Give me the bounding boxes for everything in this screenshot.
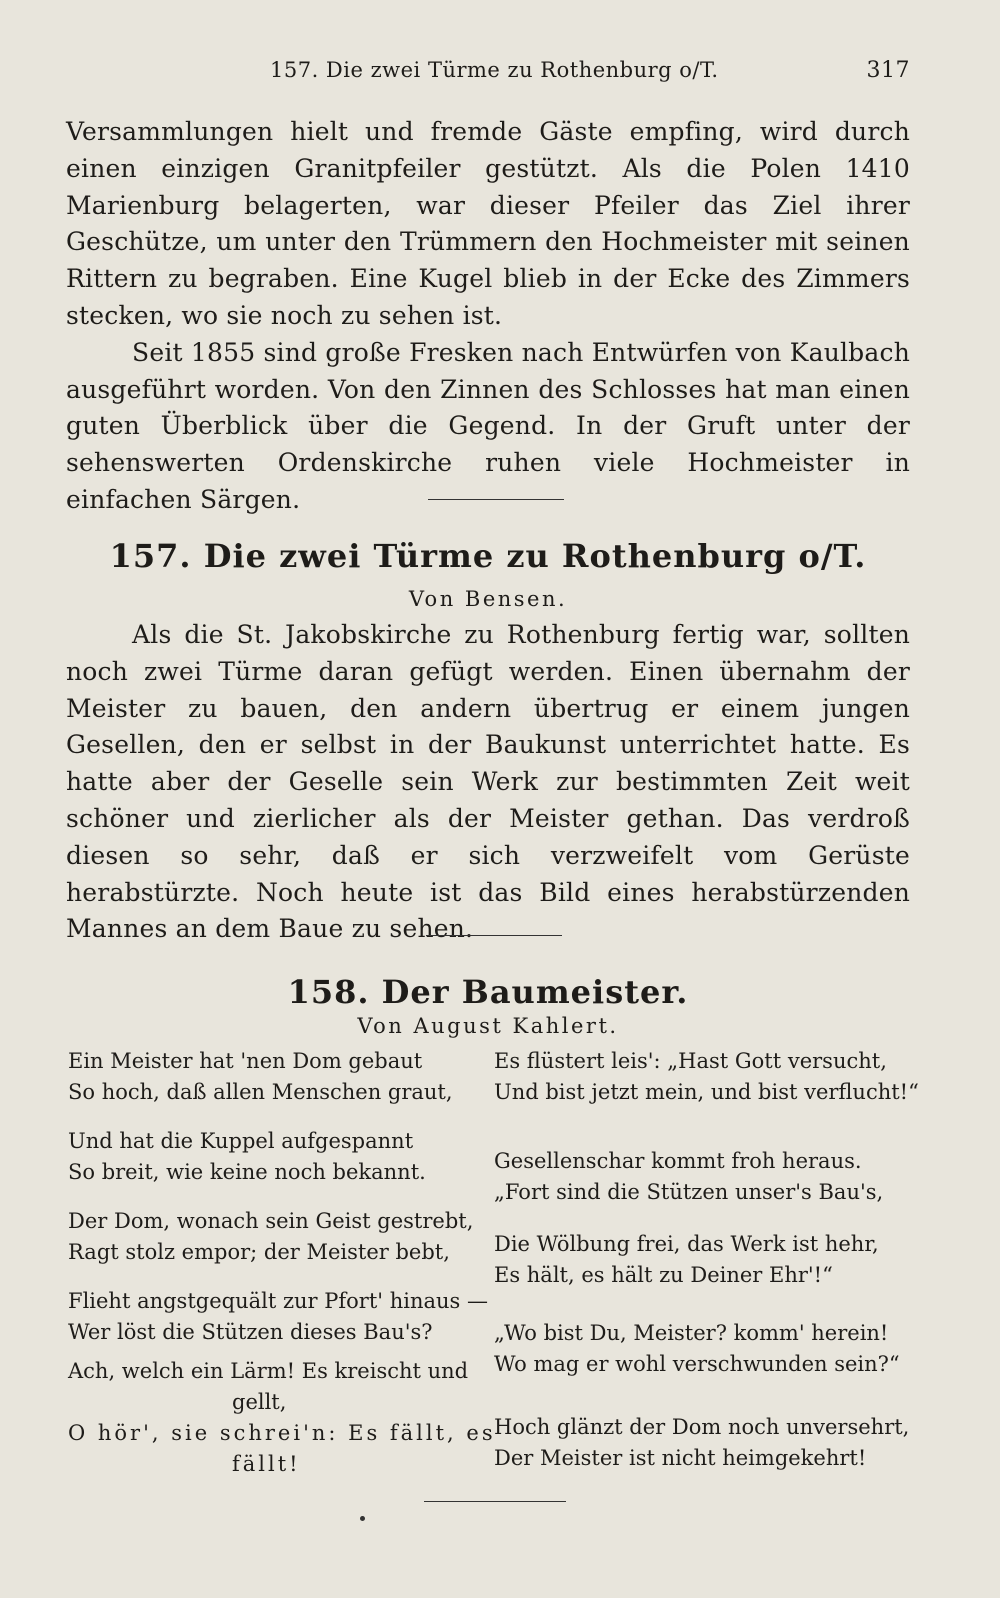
section-157-heading: 157. Die zwei Türme zu Rothenburg o/T. — [109, 537, 867, 575]
stanza — [494, 1146, 883, 1208]
poem-line: Gesellenschar kommt froh heraus. — [494, 1149, 862, 1173]
section-divider — [428, 499, 564, 500]
paragraph: Seit 1855 sind große Fresken nach Entwürfen von Kaulbach ausgeführt worden. Von den Zinnen des Schlosses hat man einen guten Überblick über die Gegend. In der Gruft unter der sehenswerten Ordenskirche ruhen viele Hochmeister in einfachen Särgen. — [66, 337, 910, 514]
poem-line: So breit, wie keine noch bekannt. — [68, 1160, 426, 1184]
stanza — [494, 1229, 879, 1291]
stanza — [494, 1046, 919, 1108]
poem-line: „Fort sind die Stützen unser's Bau's, — [494, 1180, 884, 1204]
poem-line: Der Meister ist nicht heimgekehrt! — [494, 1446, 867, 1470]
stanza — [494, 1318, 900, 1380]
poem-line: Ragt stolz empor; der Meister bebt, — [68, 1240, 450, 1264]
poem-line: So hoch, daß allen Menschen graut, — [68, 1080, 453, 1104]
poem-line: Es flüstert leis': „Hast Gott versucht, — [494, 1049, 887, 1073]
stanza — [68, 1286, 488, 1348]
paragraph: Als die St. Jakobskirche zu Rothenburg fertig war, sollten noch zwei Türme daran gefügt werden. Einen übernahm der Meister zu bauen, den andern übertrug er einem jungen Gesellen, den er selbst in der Baukunst unterrichtet hatte. Es hatte aber der Geselle sein Werk zur bestimmten Zeit weit schöner und zierlicher als der Meister gethan. Das verdroß diesen so sehr, daß er sich verzweifelt vom Gerüste herabstürzte. Noch heute ist das Bild eines herabstürzenden Mannes an dem Baue zu sehen. — [66, 620, 910, 944]
poem-line: Hoch glänzt der Dom noch unversehrt, — [494, 1415, 910, 1439]
section-157-byline: Von Bensen. — [408, 587, 568, 611]
section-157-text — [66, 617, 910, 948]
section-158-byline: Von August Kahlert. — [357, 1014, 619, 1038]
stanza — [68, 1046, 453, 1108]
section-158-heading: 158. Der Baumeister. — [287, 973, 689, 1011]
stanza — [68, 1356, 496, 1480]
running-head — [66, 56, 910, 90]
ink-speck — [360, 1516, 365, 1521]
poem-line: O hör', sie schrei'n: Es fällt, es — [68, 1421, 496, 1445]
running-head-title: 157. Die zwei Türme zu Rothenburg o/T. — [270, 58, 719, 82]
previous-section-text — [66, 114, 910, 519]
section-divider — [426, 935, 562, 936]
poem-line: Flieht angstgequält zur Pfort' hinaus — — [68, 1289, 488, 1313]
paragraph: Versammlungen hielt und fremde Gäste empfing, wird durch einen einzigen Granitpfeiler gestützt. Als die Polen 1410 Marienburg belagerten, war dieser Pfeiler das Ziel ihrer Geschütze, um unter den Trümmern den Hochmeister mit seinen Rittern zu begraben. Eine Kugel blieb in der Ecke des Zimmers stecken, wo sie noch zu sehen ist. — [66, 117, 910, 330]
poem-line: Ein Meister hat 'nen Dom gebaut — [68, 1049, 423, 1073]
stanza — [68, 1206, 473, 1268]
poem-line: Ach, welch ein Lärm! Es kreischt und — [68, 1359, 469, 1383]
stanza — [494, 1412, 909, 1474]
poem-line: Und hat die Kuppel aufgespannt — [68, 1129, 414, 1153]
poem-line: gellt, — [232, 1390, 287, 1414]
section-divider — [424, 1501, 566, 1502]
poem-line: Und bist jetzt mein, und bist verflucht!“ — [494, 1080, 919, 1104]
poem-line: „Wo bist Du, Meister? komm' herein! — [494, 1321, 889, 1345]
poem-line: fällt! — [232, 1452, 301, 1476]
poem-line: Wer löst die Stützen dieses Bau's? — [68, 1320, 433, 1344]
poem-line: Es hält, es hält zu Deiner Ehr'!“ — [494, 1263, 833, 1287]
poem-line: Die Wölbung frei, das Werk ist hehr, — [494, 1232, 879, 1256]
stanza — [68, 1126, 426, 1188]
poem-line: Der Dom, wonach sein Geist gestrebt, — [68, 1209, 474, 1233]
poem-line: Wo mag er wohl verschwunden sein?“ — [494, 1352, 900, 1376]
page-number: 317 — [866, 58, 910, 83]
